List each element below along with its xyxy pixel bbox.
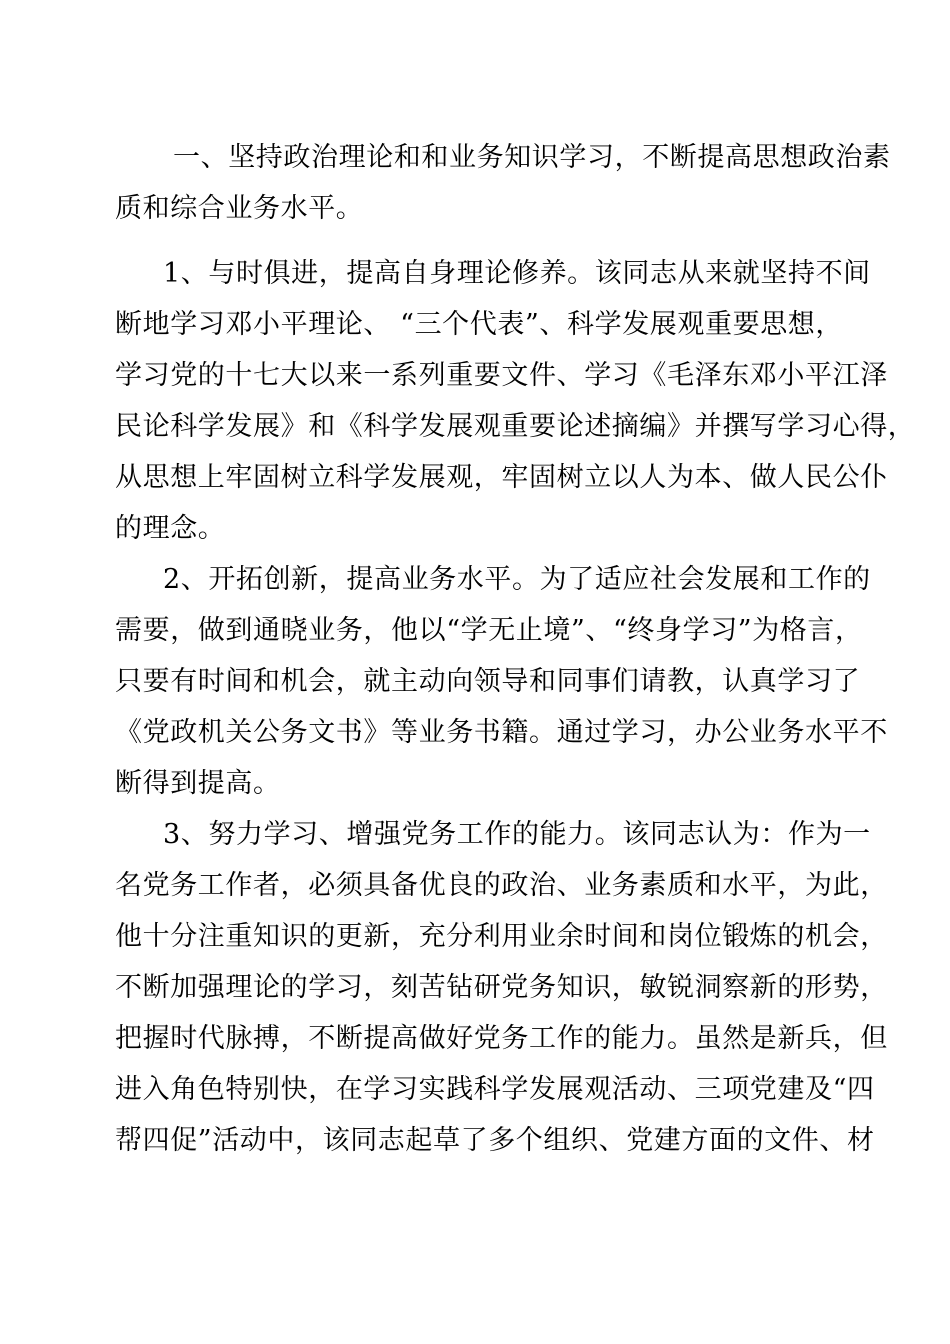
text-line: 1、与时俱进，提高自身理论修养。该同志从来就坚持不间 [163,258,871,289]
text-line: 帮四促”活动中，该同志起草了多个组织、党建方面的文件、材 [115,1125,875,1156]
text-line: 的理念。 [115,513,226,544]
text-line: 质和综合业务水平。 [115,193,364,224]
text-line: 断得到提高。 [115,768,281,799]
paragraph-item-1 [115,248,916,554]
paragraph-item-2 [115,554,888,809]
text-line: 不断加强理论的学习，刻苦钻研党务知识，敏锐洞察新的形势， [115,972,888,1003]
document-body [115,132,916,1166]
text-line: 学习党的十七大以来一系列重要文件、学习《毛泽东邓小平江泽 [115,360,888,391]
text-line: 名党务工作者，必须具备优良的政治、业务素质和水平，为此， [115,870,888,901]
text-line: 进入角色特别快，在学习实践科学发展观活动、三项党建及“四 [115,1074,875,1105]
text-line: 断地学习邓小平理论、 “三个代表”、科学发展观重要思想， [115,309,843,340]
text-line: 2、开拓创新，提高业务水平。为了适应社会发展和工作的 [163,564,871,595]
text-line: 他十分注重知识的更新，充分利用业余时间和岗位锻炼的机会， [115,921,888,952]
text-line: 一、坚持政治理论和和业务知识学习，不断提高思想政治素 [173,142,891,173]
text-line: 3、努力学习、增强党务工作的能力。该同志认为：作为一 [163,819,871,850]
text-line: 民论科学发展》和《科学发展观重要论述摘编》并撰写学习心得， [115,411,916,442]
text-line: 只要有时间和机会，就主动向领导和同事们请教，认真学习了 [115,666,861,697]
text-line: 需要，做到通晓业务，他以“学无止境”、“终身学习”为格言， [115,615,863,646]
text-line: 从思想上牢固树立科学发展观，牢固树立以人为本、做人民公仆 [115,462,888,493]
paragraph-section-heading [115,132,891,234]
text-line: 《党政机关公务文书》等业务书籍。通过学习，办公业务水平不 [115,717,888,748]
paragraph-item-3 [115,809,888,1166]
text-line: 把握时代脉搏，不断提高做好党务工作的能力。虽然是新兵，但 [115,1023,888,1054]
